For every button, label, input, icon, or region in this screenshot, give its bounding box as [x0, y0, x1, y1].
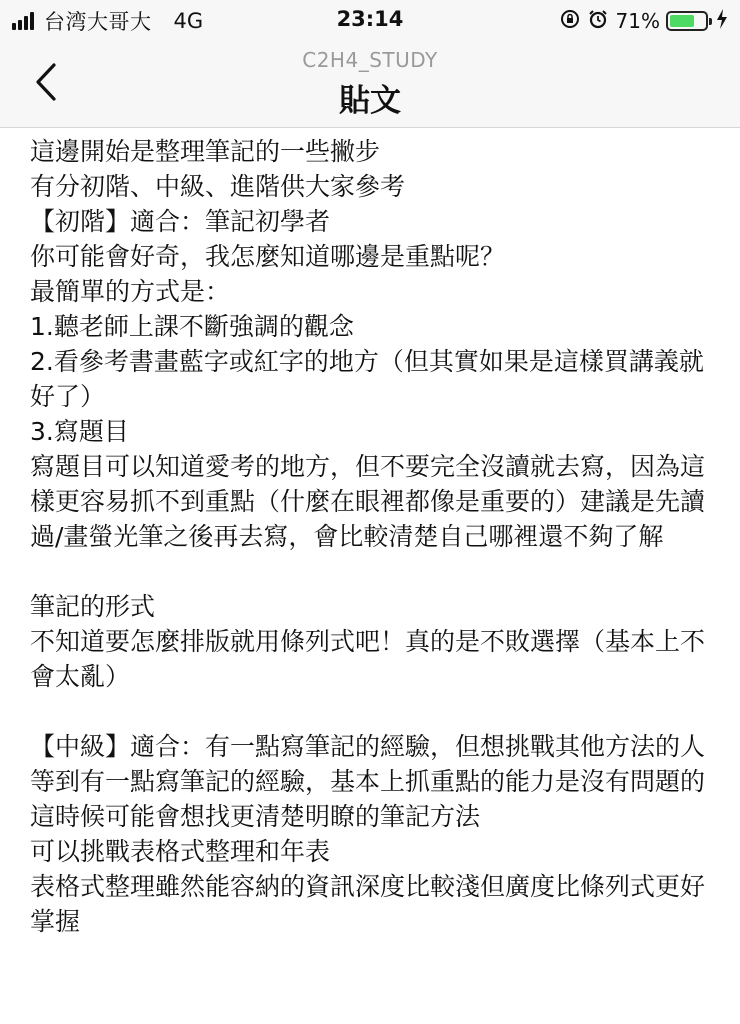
caption-line: 這邊開始是整理筆記的一些撇步 — [30, 137, 381, 166]
caption-line: 最簡單的方式是： — [30, 277, 231, 306]
blank-line — [30, 694, 720, 729]
blank-line — [30, 554, 720, 589]
caption-line: 【初階】適合：筆記初學者 — [30, 207, 331, 236]
caption-line: 等到有一點寫筆記的經驗，基本上抓重點的能力是沒有問題的 — [30, 767, 706, 796]
carrier-name: 台湾大哥大 — [44, 10, 152, 34]
battery-percent: 71% — [615, 9, 660, 33]
navigation-header — [0, 42, 740, 128]
caption-line: 可以挑戰表格式整理和年表 — [30, 837, 331, 866]
caption-line: 表格式整理雖然能容納的資訊深度比較淺但廣度比條列式更好掌握 — [30, 872, 706, 936]
caption-line: 你可能會好奇，我怎麼知道哪邊是重點呢？ — [30, 242, 506, 271]
caption-line: 3.寫題目 — [30, 417, 129, 446]
rotation-lock-icon — [560, 9, 580, 33]
charging-icon — [716, 9, 728, 33]
caption-line: 1.聽老師上課不斷強調的觀念 — [30, 312, 354, 341]
battery-level-fill — [670, 15, 694, 27]
status-time: 23:14 — [336, 7, 404, 31]
caption-line: 不知道要怎麼排版就用條列式吧！真的是不敗選擇（基本上不會太亂） — [30, 627, 706, 691]
caption-line: 【中級】適合：有一點寫筆記的經驗，但想挑戰其他方法的人 — [30, 732, 706, 761]
network-type: 4G — [173, 9, 204, 33]
battery-icon — [666, 11, 708, 31]
account-name[interactable]: C2H4_STUDY — [302, 48, 438, 72]
caption-line: 2.看參考書畫藍字或紅字的地方（但其實如果是這樣買講義就好了） — [30, 347, 704, 411]
caption-line: 這時候可能會想找更清楚明瞭的筆記方法 — [30, 802, 481, 831]
caption-line: 有分初階、中級、進階供大家參考 — [30, 172, 406, 201]
page-title: 貼文 — [339, 83, 401, 119]
post-caption — [30, 134, 720, 939]
caption-line: 筆記的形式 — [30, 592, 156, 621]
status-bar — [0, 0, 740, 42]
caption-line: 寫題目可以知道愛考的地方，但不要完全沒讀就去寫，因為這樣更容易抓不到重點（什麼在眼裡都像是重要的）建議是先讀過/畫螢光筆之後再去寫，會比較清楚自己哪裡還不夠了解 — [30, 452, 706, 551]
status-bar-right — [560, 8, 728, 34]
alarm-icon — [588, 9, 608, 33]
